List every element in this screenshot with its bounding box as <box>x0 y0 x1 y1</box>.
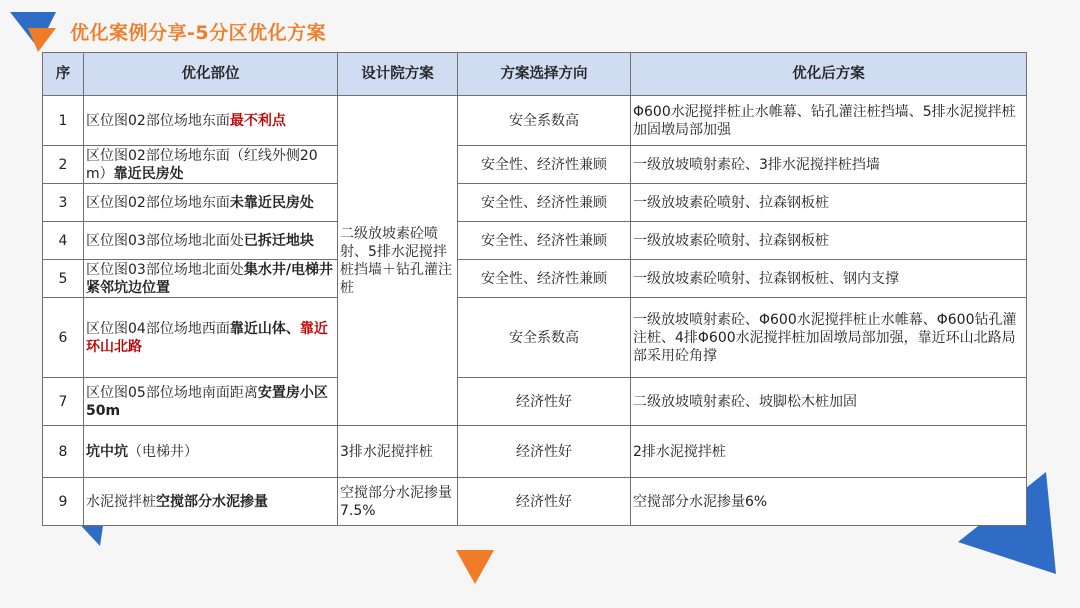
bottom-center-triangle-icon <box>456 550 496 586</box>
cell-no: 9 <box>43 478 84 526</box>
part-segment: 靠近环山北路 <box>86 320 328 355</box>
part-segment: 靠近民房处 <box>113 165 184 182</box>
cell-part <box>84 260 338 298</box>
part-segment: 区位图03部位场地北面处 <box>86 261 244 278</box>
cell-after: 一级放坡喷射素砼、Φ600水泥搅拌桩止水帷幕、Φ600钻孔灌注桩、4排Φ600水泥搅拌桩加固墩局部加强，靠近环山北路局部采用砼角撑 <box>631 298 1027 378</box>
table-row <box>43 378 1027 426</box>
part-segment: 区位图05部位场地南面距离 <box>86 384 258 401</box>
cell-after: 二级放坡喷射素砼、坡脚松木桩加固 <box>631 378 1027 426</box>
table-body <box>43 96 1027 526</box>
header-direction: 方案选择方向 <box>458 53 631 96</box>
part-segment: 区位图02部位场地东面 <box>86 194 230 211</box>
part-segment: 已拆迁地块 <box>243 232 314 249</box>
header-design: 设计院方案 <box>338 53 458 96</box>
page-title: 优化案例分享-5分区优化方案 <box>70 22 327 44</box>
part-segment: 区位图03部位场地北面处 <box>86 232 244 249</box>
table-row <box>43 222 1027 260</box>
cell-direction: 安全系数高 <box>458 298 631 378</box>
header-no: 序 <box>43 53 84 96</box>
cell-design: 空搅部分水泥掺量7.5% <box>338 478 458 526</box>
part-segment: 区位图04部位场地西面 <box>86 320 230 337</box>
cell-no: 7 <box>43 378 84 426</box>
cell-no: 3 <box>43 184 84 222</box>
corner-triangle-orange-icon <box>28 28 56 52</box>
cell-direction: 经济性好 <box>458 478 631 526</box>
optimization-table <box>42 52 1027 526</box>
part-segment: 未靠近民房处 <box>229 194 314 211</box>
cell-direction: 安全性、经济性兼顾 <box>458 146 631 184</box>
table-header-row <box>43 53 1027 96</box>
cell-direction: 安全系数高 <box>458 96 631 146</box>
cell-part <box>84 378 338 426</box>
cell-no: 2 <box>43 146 84 184</box>
cell-direction: 安全性、经济性兼顾 <box>458 222 631 260</box>
cell-after: 一级放坡喷射素砼、3排水泥搅拌桩挡墙 <box>631 146 1027 184</box>
cell-no: 4 <box>43 222 84 260</box>
cell-design: 3排水泥搅拌桩 <box>338 426 458 478</box>
cell-after: 一级放坡素砼喷射、拉森钢板桩 <box>631 222 1027 260</box>
table-row <box>43 260 1027 298</box>
part-segment: 最不利点 <box>229 112 286 129</box>
cell-after: 一级放坡素砼喷射、拉森钢板桩 <box>631 184 1027 222</box>
cell-direction: 安全性、经济性兼顾 <box>458 260 631 298</box>
cell-after: 一级放坡素砼喷射、拉森钢板桩、钢内支撑 <box>631 260 1027 298</box>
cell-part <box>84 222 338 260</box>
cell-direction: 经济性好 <box>458 378 631 426</box>
part-segment: 坑中坑 <box>86 443 128 460</box>
table-row <box>43 426 1027 478</box>
cell-after: 2排水泥搅拌桩 <box>631 426 1027 478</box>
cell-no: 1 <box>43 96 84 146</box>
cell-after: 空搅部分水泥掺量6% <box>631 478 1027 526</box>
cell-part <box>84 146 338 184</box>
cell-no: 6 <box>43 298 84 378</box>
cell-part <box>84 184 338 222</box>
table-row <box>43 478 1027 526</box>
table-row <box>43 184 1027 222</box>
part-segment: 集水井/电梯井紧邻坑边位置 <box>86 261 333 296</box>
table-row <box>43 146 1027 184</box>
part-segment: 区位图02部位场地东面 <box>86 112 230 129</box>
part-segment: 空搅部分水泥掺量 <box>156 493 268 510</box>
part-segment: 安置房小区50m <box>86 384 328 419</box>
header-after: 优化后方案 <box>631 53 1027 96</box>
part-segment: 区位图02部位场地东面（红线外侧20m） <box>86 147 318 182</box>
header-part: 优化部位 <box>84 53 338 96</box>
cell-part <box>84 478 338 526</box>
part-segment: 水泥搅拌桩 <box>86 493 156 510</box>
cell-no: 8 <box>43 426 84 478</box>
cell-direction: 安全性、经济性兼顾 <box>458 184 631 222</box>
cell-direction: 经济性好 <box>458 426 631 478</box>
cell-part <box>84 426 338 478</box>
cell-part <box>84 298 338 378</box>
table-row <box>43 298 1027 378</box>
cell-after: Φ600水泥搅拌桩止水帷幕、钻孔灌注桩挡墙、5排水泥搅拌桩加固墩局部加强 <box>631 96 1027 146</box>
cell-no: 5 <box>43 260 84 298</box>
table-row <box>43 96 1027 146</box>
cell-part <box>84 96 338 146</box>
cell-design-merged: 二级放坡素砼喷射、5排水泥搅拌桩挡墙＋钻孔灌注桩 <box>338 96 458 426</box>
part-segment: （电梯井） <box>128 443 198 460</box>
part-segment: 靠近山体、 <box>229 320 300 337</box>
